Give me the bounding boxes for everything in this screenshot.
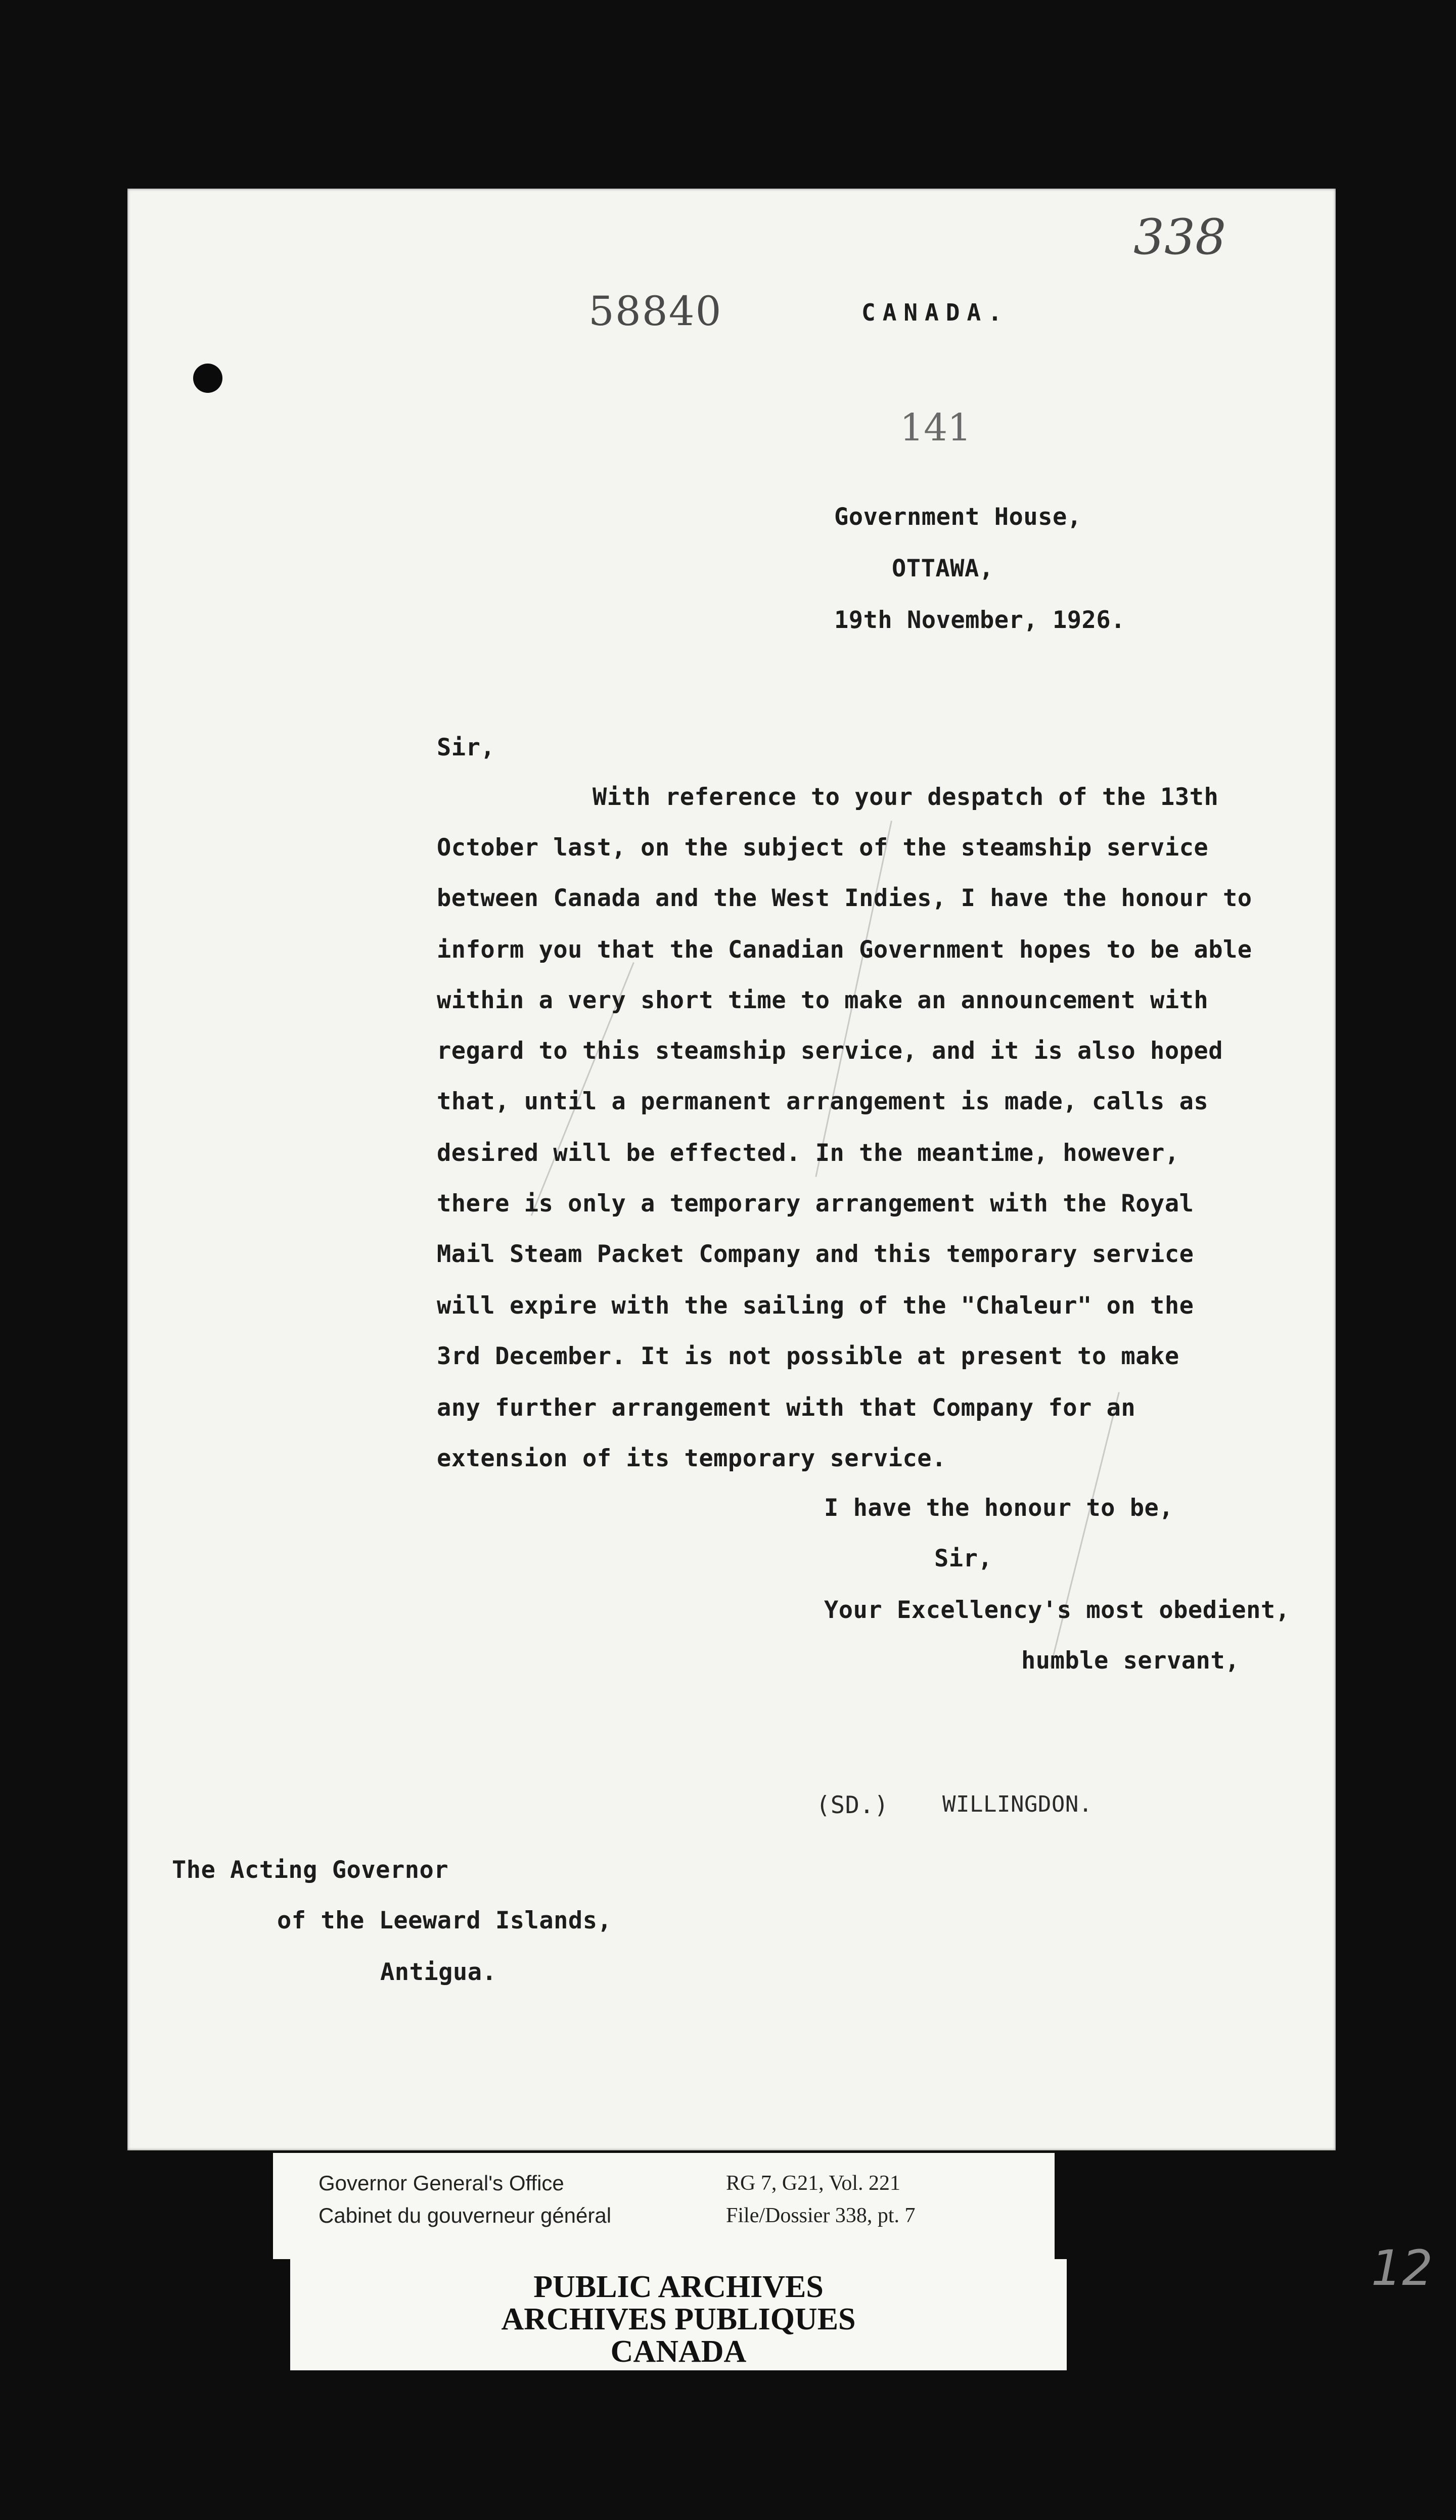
body-line: regard to this steamship service, and it is also hoped [437, 1037, 1223, 1065]
body-line: between Canada and the West Indies, I have the honour to [437, 884, 1252, 912]
scratch-mark [1050, 1392, 1120, 1667]
closing-line-2: Sir, [934, 1545, 993, 1572]
salutation: Sir, [437, 734, 495, 761]
body-line: there is only a temporary arrangement with the Royal [437, 1190, 1194, 1218]
stamped-number: 58840 [588, 288, 722, 335]
office-french: Cabinet du gouverneur général [318, 2203, 612, 2227]
body-line: within a very short time to make an announcement with [437, 986, 1209, 1014]
body-line: October last, on the subject of the steamship service [437, 834, 1209, 862]
body-line: any further arrangement with that Company for an [437, 1394, 1136, 1422]
address-line-1: Government House, [834, 503, 1082, 531]
handwritten-file-number: 338 [1133, 209, 1226, 265]
film-frame-number: 12 [1371, 2240, 1433, 2297]
body-line: will expire with the sailing of the "Chaleur" on the [437, 1292, 1194, 1320]
body-line: 3rd December. It is not possible at present to make [437, 1342, 1179, 1370]
archives-line-1: PUBLIC ARCHIVES [533, 2270, 824, 2304]
recipient-line-3: Antigua. [380, 1958, 497, 1986]
letterhead-heading: CANADA. [861, 299, 1009, 326]
signature-prefix: (SD.) [816, 1791, 889, 1819]
handwritten-mark: 141 [900, 406, 972, 449]
archives-stamp [290, 2259, 1067, 2370]
closing-line-1: I have the honour to be, [824, 1494, 1174, 1522]
file-reference: File/Dossier 338, pt. 7 [726, 2204, 916, 2227]
address-line-2: OTTAWA, [892, 555, 994, 582]
body-line: inform you that the Canadian Government hopes to be able [437, 936, 1252, 964]
letter-date: 19th November, 1926. [834, 606, 1125, 634]
signature-name: WILLINGDON. [942, 1791, 1093, 1817]
record-group-reference: RG 7, G21, Vol. 221 [726, 2172, 901, 2195]
recipient-line-1: The Acting Governor [172, 1856, 449, 1884]
body-line: that, until a permanent arrangement is made, calls as [437, 1088, 1209, 1115]
punch-hole [193, 364, 222, 393]
closing-line-3: Your Excellency's most obedient, [824, 1596, 1290, 1624]
archives-line-2: ARCHIVES PUBLIQUES [501, 2302, 856, 2336]
recipient-line-2: of the Leeward Islands, [277, 1907, 612, 1934]
body-line: extension of its temporary service. [437, 1445, 946, 1472]
archives-line-3: CANADA [610, 2334, 747, 2369]
document-page [127, 189, 1336, 2150]
closing-line-4: humble servant, [1021, 1647, 1240, 1675]
archive-label [273, 2153, 1055, 2259]
body-line: With reference to your despatch of the 13th [593, 783, 1219, 811]
office-english: Governor General's Office [318, 2171, 564, 2195]
body-line: desired will be effected. In the meantime, however, [437, 1139, 1179, 1167]
body-line: Mail Steam Packet Company and this temporary service [437, 1240, 1194, 1268]
